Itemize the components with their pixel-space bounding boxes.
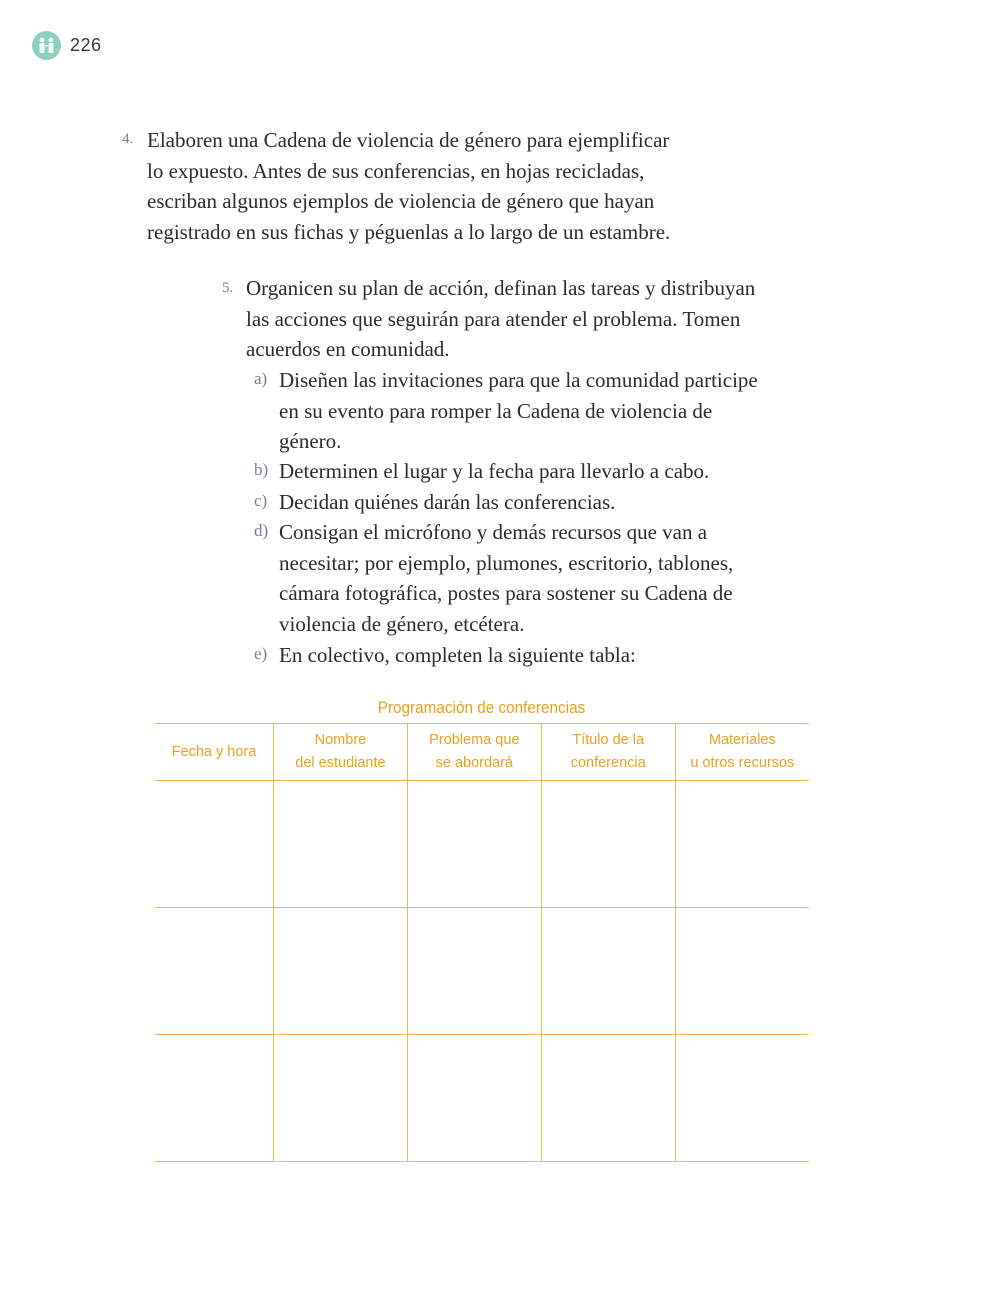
subitem-d — [279, 517, 799, 639]
table-cell[interactable] — [155, 908, 274, 1035]
subitem-e — [279, 640, 799, 671]
text-line: cámara fotográfica, postes para sostener su Cadena de — [279, 581, 733, 605]
text-line: las acciones que seguirán para atender el problema. Tomen — [246, 306, 741, 331]
table-cell[interactable] — [274, 781, 408, 908]
table-cell[interactable] — [675, 781, 809, 908]
column-header-date: Fecha y hora — [155, 724, 274, 781]
text-line: Elaboren una Cadena de violencia de género para ejemplificar — [147, 128, 670, 152]
text-line: Organicen su plan de acción, definan las tareas y distribuyan — [246, 276, 756, 300]
page-header — [32, 31, 102, 60]
text-line: violencia de género, etcétera. — [279, 611, 525, 636]
table-cell[interactable] — [675, 1035, 809, 1162]
subitem-c — [279, 487, 799, 518]
subitem-letter: c) — [254, 491, 268, 510]
text-line: género. — [279, 429, 342, 453]
table-row — [155, 1035, 809, 1162]
text-line: registrado en sus fichas y péguenlas a lo largo de un estambre. — [147, 219, 671, 244]
students-icon — [32, 31, 61, 60]
subitem-a — [279, 365, 799, 457]
column-header-title: Título de la conferencia — [541, 724, 675, 781]
text-line: acuerdos en comunidad. — [246, 337, 450, 361]
table-row — [155, 908, 809, 1035]
text-line: en su evento para romper la Cadena de violencia de — [279, 398, 713, 423]
subitem-letter: a) — [254, 369, 268, 388]
table-cell[interactable] — [155, 1035, 274, 1162]
subitem-b — [279, 456, 799, 487]
table-cell[interactable] — [155, 781, 274, 908]
table-cell[interactable] — [407, 781, 541, 908]
subitem-letter: e) — [254, 644, 268, 663]
text-line: En colectivo, completen la siguiente tabla: — [279, 643, 636, 667]
table-cell[interactable] — [675, 908, 809, 1035]
table-cell[interactable] — [274, 908, 408, 1035]
instruction-item-5 — [246, 273, 806, 365]
subitem-letter: b) — [254, 460, 269, 479]
text-line: Diseñen las invitaciones para que la comunidad participe — [279, 368, 758, 392]
text-line: necesitar; por ejemplo, plumones, escritorio, tablones, — [279, 550, 734, 575]
text-line: Decidan quiénes darán las conferencias. — [279, 490, 616, 514]
column-header-student: Nombre del estudiante — [274, 724, 408, 781]
table-title: Programación de conferencias — [377, 698, 586, 717]
column-header-materials: Materiales u otros recursos — [675, 724, 809, 781]
text-line: lo expuesto. Antes de sus conferencias, en hojas recicladas, — [147, 158, 645, 183]
table-row — [155, 781, 809, 908]
item-number: 4. — [122, 131, 134, 147]
table-cell[interactable] — [274, 1035, 408, 1162]
subitem-letter: d) — [254, 521, 269, 540]
conferences-table — [155, 723, 809, 1162]
table-cell[interactable] — [407, 908, 541, 1035]
instruction-item-4 — [147, 125, 727, 247]
table-cell[interactable] — [541, 908, 675, 1035]
table-cell[interactable] — [407, 1035, 541, 1162]
item-number: 5. — [222, 280, 234, 296]
table-header-row — [155, 724, 809, 781]
column-header-problem: Problema que se abordará — [407, 724, 541, 781]
table-cell[interactable] — [541, 781, 675, 908]
page-number: 226 — [70, 35, 102, 55]
text-line: escriban algunos ejemplos de violencia de género que hayan — [147, 189, 655, 213]
table-cell[interactable] — [541, 1035, 675, 1162]
text-line: Consigan el micrófono y demás recursos que van a — [279, 520, 708, 544]
text-line: Determinen el lugar y la fecha para llevarlo a cabo. — [279, 459, 710, 483]
